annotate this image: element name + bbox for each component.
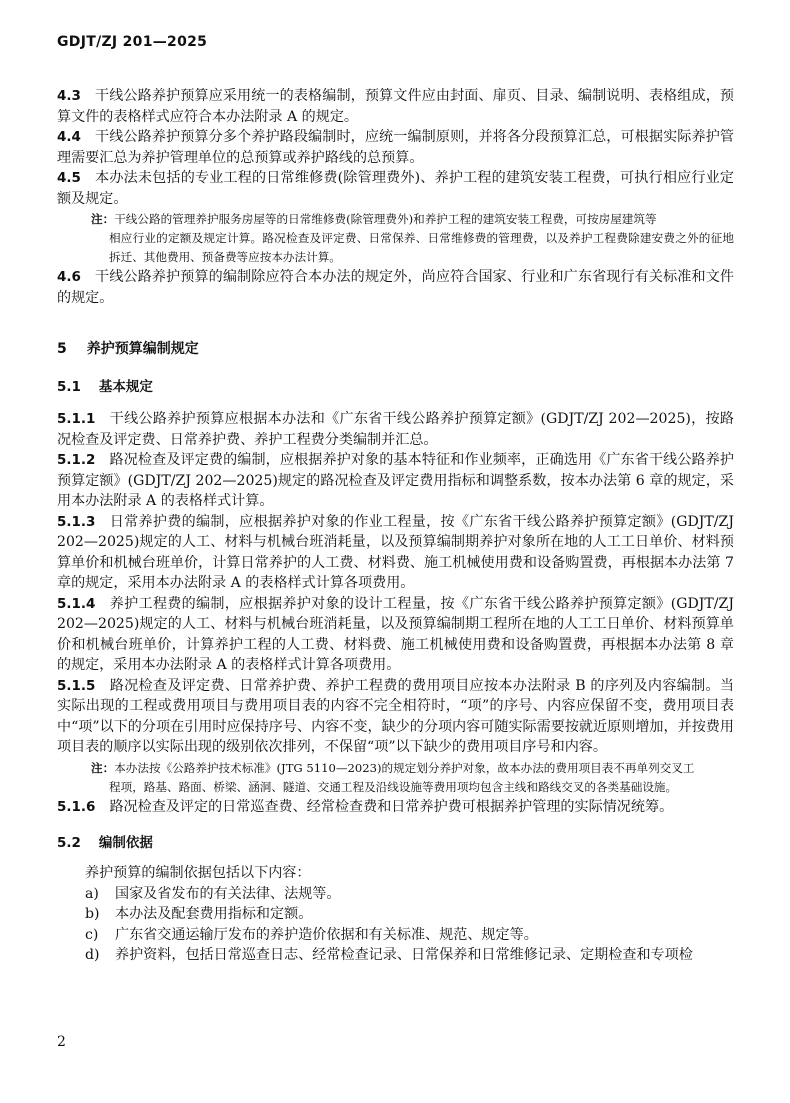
clause-text: 干线公路养护预算应采用统一的表格编制，预算文件应由封面、扉页、目录、编制说明、表格组成，预算文件的表格样式应符合本办法附录 A 的规定。 <box>57 88 734 125</box>
clause-4-6 <box>57 267 734 308</box>
section-title: 编制依据 <box>98 835 153 851</box>
note-text-rest: 程项，路基、路面、桥梁、涵洞、隧道、交通工程及沿线设施等费用项均包含主线和路线交叉的各类基础设施。 <box>109 779 678 794</box>
document-code-header: GDJT/ZJ 201—2025 <box>57 34 208 50</box>
section-5-heading <box>57 338 734 358</box>
clause-number: 4.4 <box>57 129 81 145</box>
clause-text: 日常养护费的编制，应根据养护对象的作业工程量，按《广东省干线公路养护预算定额》(GDJT/ZJ 202—2025)规定的人工、材料与机械台班消耗量，以及预算编制期养护对象所在地的人工工日单价、材料预算单价和机械台班单价，计算日常养护的人工费、材料费、施工机械使用费和设备购置费，再根据本办法第 7 章的规定，采用本办法附录 A 的表格样式计算各项费用。 <box>57 513 734 591</box>
clause-text: 路况检查及评定费的编制，应根据养护对象的基本特征和作业频率，正确选用《广东省干线公路养护预算定额》(GDJT/ZJ 202—2025)规定的路况检查及评定费用指标和调整系数，按本办法第 6 章的规定，采用本办法附录 A 的表格样式计算。 <box>57 452 734 509</box>
clause-4-3 <box>57 86 734 127</box>
clause-5-1-3 <box>57 512 734 594</box>
clause-5-1-2 <box>57 450 734 512</box>
clause-number: 4.3 <box>57 88 81 104</box>
clause-5-1-5 <box>57 676 734 758</box>
clause-5-1-6 <box>57 797 734 818</box>
basis-intro: 养护预算的编制依据包括以下内容： <box>85 865 311 881</box>
clause-text: 路况检查及评定费、日常养护费、养护工程费的费用项目应按本办法附录 B 的序列及内容编制。当实际出现的工程或费用项目与费用项目表的内容不完全相符时，“项”的序号、内容应保留不变，费用项目表中“项”以下的分项在引用时应保持序号、内容不变，缺少的分项内容可随实际需要按就近原则增加，并按费用项目表的顺序以实际出现的级别依次排列，不保留“项”以下缺少的费用项目序号和内容。 <box>57 677 734 755</box>
section-title: 基本规定 <box>98 379 153 395</box>
section-number: 5.1 <box>57 379 81 395</box>
basis-item-a <box>57 884 734 905</box>
clause-text: 干线公路养护预算应根据本办法和《广东省干线公路养护预算定额》(GDJT/ZJ 202—2025)，按路况检查及评定费、日常养护费、养护工程费分类编制并汇总。 <box>57 411 734 448</box>
clause-number: 4.6 <box>57 269 81 285</box>
note-text-first: 干线公路的管理养护服务房屋等的日常维修费(除管理费外)和养护工程的建筑安装工程费，可按房屋建筑等 <box>114 212 657 226</box>
list-marker: a) <box>85 885 99 902</box>
section-number: 5.2 <box>57 835 81 851</box>
clause-text: 本办法未包括的专业工程的日常维修费(除管理费外)、养护工程的建筑安装工程费，可执行相应行业定额及规定。 <box>57 170 734 207</box>
list-item-text: 广东省交通运输厅发布的养护造价依据和有关标准、规范、规定等。 <box>115 926 538 943</box>
clause-number: 5.1.4 <box>57 595 96 612</box>
list-item-text: 国家及省发布的有关法律、法规等。 <box>115 885 341 902</box>
page-number: 2 <box>57 1034 66 1050</box>
clause-text: 路况检查及评定的日常巡查费、经常检查费和日常养护费可根据养护管理的实际情况统筹。 <box>109 798 674 815</box>
list-marker: b) <box>85 906 100 922</box>
list-marker: c) <box>85 926 99 943</box>
basis-item-c <box>57 925 734 946</box>
note-label: 注： <box>91 760 115 775</box>
clause-text: 干线公路养护预算分多个养护路段编制时，应统一编制原则，并将各分段预算汇总，可根据实际养护管理需要汇总为养护管理单位的总预算或养护路线的总预算。 <box>57 129 734 166</box>
section-title: 养护预算编制规定 <box>86 341 199 357</box>
clause-4-5 <box>57 168 734 209</box>
list-marker: d) <box>85 947 100 963</box>
clause-5-1-1 <box>57 409 734 450</box>
section-5-1-heading <box>57 375 734 395</box>
section-number: 5 <box>57 341 67 357</box>
clause-4-4 <box>57 127 734 168</box>
clause-5-1-4 <box>57 594 734 676</box>
page-content <box>57 86 734 966</box>
basis-item-b <box>57 904 734 925</box>
basis-item-d <box>57 945 734 966</box>
clause-text: 干线公路养护预算的编制除应符合本办法的规定外，尚应符合国家、行业和广东省现行有关标准和文件的规定。 <box>57 269 734 306</box>
clause-number: 5.1.1 <box>57 411 96 427</box>
clause-number: 5.1.6 <box>57 798 96 815</box>
list-item-text: 养护资料，包括日常巡查日志、经常检查记录、日常保养和日常维修记录、定期检查和专项检 <box>115 947 693 963</box>
note-text-first: 本办法按《公路养护技术标准》(JTG 5110—2023)的规定划分养护对象，故本办法的费用项目表不再单列交叉工 <box>114 760 695 775</box>
note-4-5 <box>91 210 734 267</box>
note-text-rest: 相应行业的定额及规定计算。路况检查及评定费、日常保养、日常维修费的管理费，以及养护工程费除建安费之外的征地拆迁、其他费用、预备费等应按本办法计算。 <box>109 231 734 264</box>
note-label: 注： <box>91 212 115 226</box>
clause-text: 养护工程费的编制，应根据养护对象的设计工程量，按《广东省干线公路养护预算定额》(GDJT/ZJ 202—2025)规定的人工、材料与机械台班消耗量，以及预算编制期工程所在地的人工工日单价、材料预算单价和机械台班单价，计算养护工程的人工费、材料费、施工机械使用费和设备购置费，再根据本办法第 8 章的规定，采用本办法附录 A 的表格样式计算各项费用。 <box>57 595 734 673</box>
clause-number: 5.1.3 <box>57 513 96 530</box>
clause-number: 5.1.2 <box>57 452 96 468</box>
clause-number: 5.1.5 <box>57 677 96 694</box>
list-item-text: 本办法及配套费用指标和定额。 <box>115 906 313 922</box>
note-5-1-5 <box>91 759 734 797</box>
clause-number: 4.5 <box>57 170 81 186</box>
section-5-2-heading <box>57 831 734 851</box>
